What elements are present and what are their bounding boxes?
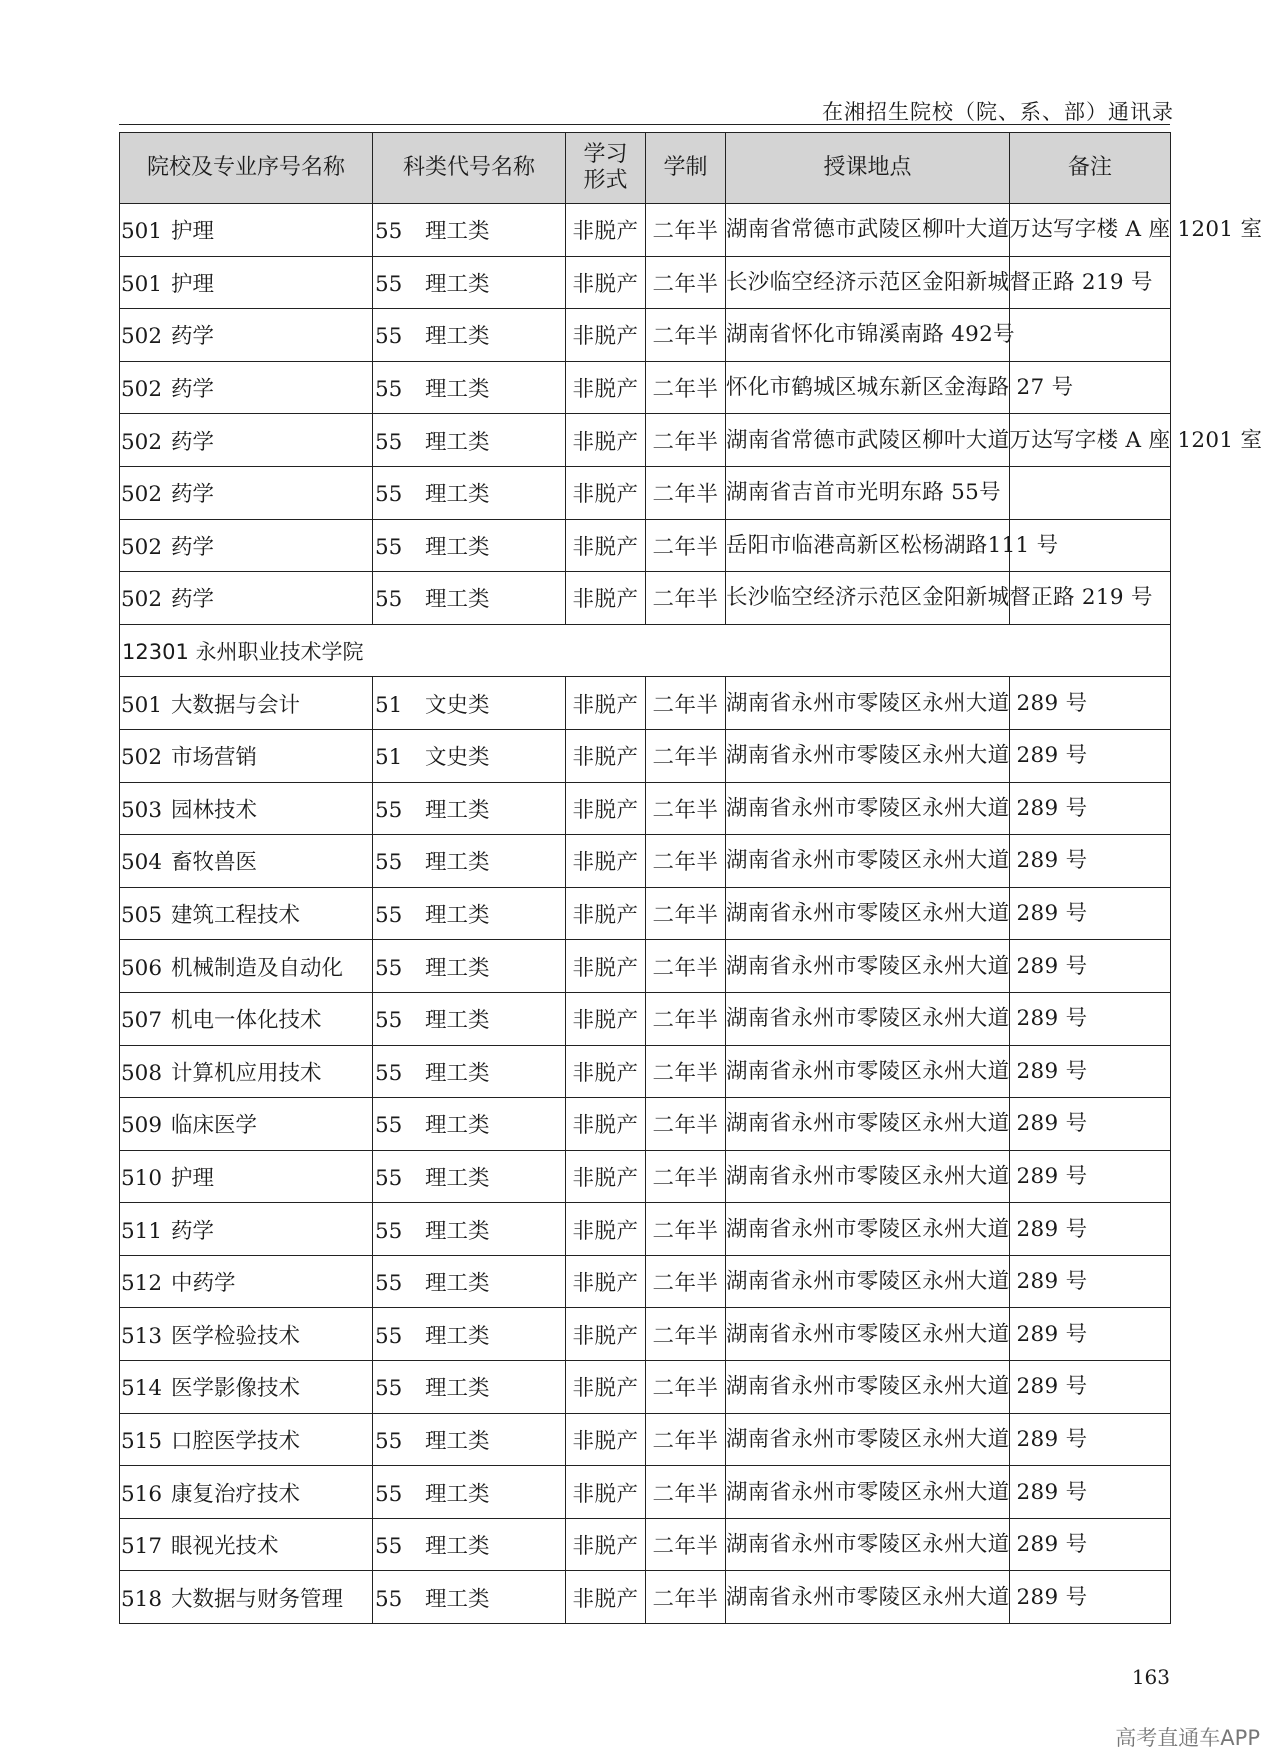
study-mode-cell: 非脱产 <box>566 782 646 835</box>
category-cell <box>373 1518 566 1571</box>
major-cell <box>120 887 373 940</box>
major-code: 502 <box>121 534 163 560</box>
category-cell <box>373 204 566 257</box>
major-cell <box>120 572 373 625</box>
admissions-table <box>119 132 1263 1624</box>
category-name: 理工类 <box>425 1586 490 1612</box>
category-name: 文史类 <box>425 745 490 771</box>
column-header-category: 科类代号名称 <box>373 133 566 204</box>
major-name: 护理 <box>171 219 215 245</box>
table-row <box>120 361 1171 414</box>
category-code: 55 <box>375 1113 403 1139</box>
major-name: 眼视光技术 <box>171 1534 279 1560</box>
major-name: 药学 <box>171 377 215 403</box>
study-mode-cell: 非脱产 <box>566 1255 646 1308</box>
duration-cell: 二年半 <box>646 466 726 519</box>
category-name: 理工类 <box>425 219 490 245</box>
note-cell <box>1010 466 1171 519</box>
major-cell <box>120 1361 373 1414</box>
category-cell <box>373 1308 566 1361</box>
location-cell: 湖南省永州市零陵区永州大道 289 号 <box>726 1098 1010 1151</box>
table-row <box>120 1518 1171 1571</box>
location-cell: 湖南省永州市零陵区永州大道 289 号 <box>726 677 1010 730</box>
major-code: 512 <box>121 1271 163 1297</box>
duration-cell: 二年半 <box>646 1571 726 1624</box>
major-cell <box>120 1203 373 1256</box>
category-code: 55 <box>375 271 403 297</box>
major-code: 502 <box>121 324 163 350</box>
major-name: 中药学 <box>171 1271 236 1297</box>
study-mode-header-text: 学习形式 <box>583 142 628 193</box>
duration-cell: 二年半 <box>646 782 726 835</box>
category-code: 55 <box>375 1060 403 1086</box>
table-row <box>120 1255 1171 1308</box>
category-name: 理工类 <box>425 1376 490 1402</box>
major-name: 药学 <box>171 324 215 350</box>
category-cell <box>373 1361 566 1414</box>
location-cell: 湖南省永州市零陵区永州大道 289 号 <box>726 1571 1010 1624</box>
duration-cell: 二年半 <box>646 309 726 362</box>
location-cell: 长沙临空经济示范区金阳新城督正路 219 号 <box>726 572 1010 625</box>
category-cell <box>373 466 566 519</box>
major-code: 502 <box>121 587 163 613</box>
major-cell <box>120 1098 373 1151</box>
category-code: 55 <box>375 219 403 245</box>
location-cell: 湖南省永州市零陵区永州大道 289 号 <box>726 887 1010 940</box>
category-cell <box>373 256 566 309</box>
category-name: 理工类 <box>425 482 490 508</box>
location-cell: 湖南省永州市零陵区永州大道 289 号 <box>726 940 1010 993</box>
major-code: 511 <box>121 1218 163 1244</box>
note-cell <box>1010 309 1171 362</box>
duration-cell: 二年半 <box>646 1203 726 1256</box>
location-cell: 湖南省永州市零陵区永州大道 289 号 <box>726 1308 1010 1361</box>
study-mode-cell: 非脱产 <box>566 1571 646 1624</box>
table-row <box>120 1466 1171 1519</box>
column-header-major: 院校及专业序号名称 <box>120 133 373 204</box>
location-cell: 湖南省怀化市锦溪南路 492号 <box>726 309 1010 362</box>
location-cell: 湖南省永州市零陵区永州大道 289 号 <box>726 782 1010 835</box>
study-mode-cell: 非脱产 <box>566 309 646 362</box>
study-mode-cell: 非脱产 <box>566 1466 646 1519</box>
category-code: 55 <box>375 534 403 560</box>
major-code: 514 <box>121 1376 163 1402</box>
major-code: 502 <box>121 482 163 508</box>
column-header-note: 备注 <box>1010 133 1171 204</box>
duration-cell: 二年半 <box>646 677 726 730</box>
study-mode-cell: 非脱产 <box>566 414 646 467</box>
category-cell <box>373 414 566 467</box>
category-code: 55 <box>375 1428 403 1454</box>
major-name: 药学 <box>171 534 215 560</box>
duration-cell: 二年半 <box>646 1150 726 1203</box>
location-cell: 怀化市鹤城区城东新区金海路 27 号 <box>726 361 1010 414</box>
category-cell <box>373 361 566 414</box>
study-mode-cell: 非脱产 <box>566 1413 646 1466</box>
category-code: 51 <box>375 692 403 718</box>
category-name: 理工类 <box>425 850 490 876</box>
study-mode-cell: 非脱产 <box>566 1203 646 1256</box>
table-row <box>120 1571 1171 1624</box>
major-cell <box>120 1466 373 1519</box>
category-cell <box>373 1466 566 1519</box>
major-name: 药学 <box>171 482 215 508</box>
major-cell <box>120 466 373 519</box>
major-cell <box>120 729 373 782</box>
category-code: 55 <box>375 955 403 981</box>
study-mode-cell: 非脱产 <box>566 887 646 940</box>
category-name: 理工类 <box>425 1060 490 1086</box>
duration-cell: 二年半 <box>646 1518 726 1571</box>
study-mode-cell: 非脱产 <box>566 677 646 730</box>
location-cell: 湖南省常德市武陵区柳叶大道万达写字楼 A 座 1201 室 <box>726 414 1010 467</box>
school-row <box>120 624 1171 677</box>
category-cell <box>373 1255 566 1308</box>
category-code: 55 <box>375 482 403 508</box>
major-code: 515 <box>121 1428 163 1454</box>
category-cell <box>373 1098 566 1151</box>
category-cell <box>373 992 566 1045</box>
duration-cell: 二年半 <box>646 1361 726 1414</box>
category-code: 55 <box>375 1586 403 1612</box>
category-code: 55 <box>375 1271 403 1297</box>
category-name: 理工类 <box>425 1428 490 1454</box>
category-cell <box>373 1413 566 1466</box>
category-cell <box>373 519 566 572</box>
category-code: 55 <box>375 377 403 403</box>
major-cell <box>120 1413 373 1466</box>
major-code: 505 <box>121 903 163 929</box>
category-name: 文史类 <box>425 692 490 718</box>
running-header: 在湘招生院校（院、系、部）通讯录 <box>822 100 1174 124</box>
category-name: 理工类 <box>425 1481 490 1507</box>
duration-cell: 二年半 <box>646 835 726 888</box>
duration-cell: 二年半 <box>646 1308 726 1361</box>
location-cell: 长沙临空经济示范区金阳新城督正路 219 号 <box>726 256 1010 309</box>
study-mode-cell: 非脱产 <box>566 1098 646 1151</box>
table-row <box>120 940 1171 993</box>
major-code: 506 <box>121 955 163 981</box>
category-code: 55 <box>375 429 403 455</box>
category-cell <box>373 309 566 362</box>
table-row <box>120 677 1171 730</box>
study-mode-cell: 非脱产 <box>566 1150 646 1203</box>
table-row <box>120 729 1171 782</box>
major-name: 畜牧兽医 <box>171 850 258 876</box>
major-name: 建筑工程技术 <box>171 903 301 929</box>
study-mode-cell: 非脱产 <box>566 729 646 782</box>
category-name: 理工类 <box>425 534 490 560</box>
major-name: 口腔医学技术 <box>171 1428 301 1454</box>
table-row <box>120 572 1171 625</box>
study-mode-cell: 非脱产 <box>566 572 646 625</box>
study-mode-cell: 非脱产 <box>566 940 646 993</box>
category-cell <box>373 782 566 835</box>
category-code: 55 <box>375 1534 403 1560</box>
location-cell: 湖南省永州市零陵区永州大道 289 号 <box>726 1045 1010 1098</box>
location-cell: 湖南省永州市零陵区永州大道 289 号 <box>726 729 1010 782</box>
major-name: 计算机应用技术 <box>171 1060 322 1086</box>
table-row <box>120 204 1171 257</box>
location-cell: 湖南省永州市零陵区永州大道 289 号 <box>726 835 1010 888</box>
column-header-duration: 学制 <box>646 133 726 204</box>
table-row <box>120 1150 1171 1203</box>
major-code: 501 <box>121 692 163 718</box>
major-cell <box>120 204 373 257</box>
page-number: 163 <box>1131 1665 1170 1689</box>
study-mode-cell: 非脱产 <box>566 835 646 888</box>
location-cell: 湖南省永州市零陵区永州大道 289 号 <box>726 1518 1010 1571</box>
duration-cell: 二年半 <box>646 1413 726 1466</box>
major-name: 护理 <box>171 271 215 297</box>
table-row <box>120 466 1171 519</box>
major-cell <box>120 782 373 835</box>
location-cell: 湖南省永州市零陵区永州大道 289 号 <box>726 1466 1010 1519</box>
table-row <box>120 887 1171 940</box>
major-code: 518 <box>121 1586 163 1612</box>
major-name: 医学检验技术 <box>171 1323 301 1349</box>
category-name: 理工类 <box>425 1218 490 1244</box>
duration-cell: 二年半 <box>646 361 726 414</box>
major-cell <box>120 256 373 309</box>
major-name: 药学 <box>171 429 215 455</box>
category-cell <box>373 835 566 888</box>
major-cell <box>120 1045 373 1098</box>
category-name: 理工类 <box>425 324 490 350</box>
location-cell: 湖南省永州市零陵区永州大道 289 号 <box>726 992 1010 1045</box>
major-name: 护理 <box>171 1165 215 1191</box>
category-cell <box>373 677 566 730</box>
location-cell: 湖南省常德市武陵区柳叶大道万达写字楼 A 座 1201 室 <box>726 204 1010 257</box>
category-cell <box>373 1571 566 1624</box>
category-cell <box>373 1203 566 1256</box>
duration-cell: 二年半 <box>646 1098 726 1151</box>
school-name: 12301 永州职业技术学院 <box>120 624 1171 677</box>
major-name: 市场营销 <box>171 745 258 771</box>
duration-cell: 二年半 <box>646 414 726 467</box>
duration-cell: 二年半 <box>646 519 726 572</box>
table-row <box>120 1045 1171 1098</box>
major-name: 机械制造及自动化 <box>171 955 344 981</box>
study-mode-cell: 非脱产 <box>566 204 646 257</box>
category-code: 55 <box>375 1008 403 1034</box>
major-code: 517 <box>121 1534 163 1560</box>
major-code: 516 <box>121 1481 163 1507</box>
major-cell <box>120 361 373 414</box>
major-cell <box>120 940 373 993</box>
category-name: 理工类 <box>425 955 490 981</box>
study-mode-cell: 非脱产 <box>566 992 646 1045</box>
major-cell <box>120 992 373 1045</box>
category-name: 理工类 <box>425 1165 490 1191</box>
major-name: 机电一体化技术 <box>171 1008 322 1034</box>
category-cell <box>373 1150 566 1203</box>
column-header-study-mode <box>566 133 646 204</box>
category-cell <box>373 887 566 940</box>
major-code: 502 <box>121 745 163 771</box>
category-name: 理工类 <box>425 271 490 297</box>
category-code: 55 <box>375 1218 403 1244</box>
table-row <box>120 1361 1171 1414</box>
major-name: 园林技术 <box>171 797 258 823</box>
study-mode-cell: 非脱产 <box>566 361 646 414</box>
duration-cell: 二年半 <box>646 729 726 782</box>
category-code: 55 <box>375 850 403 876</box>
study-mode-cell: 非脱产 <box>566 1361 646 1414</box>
category-cell <box>373 940 566 993</box>
column-header-location: 授课地点 <box>726 133 1010 204</box>
duration-cell: 二年半 <box>646 1045 726 1098</box>
location-cell: 湖南省永州市零陵区永州大道 289 号 <box>726 1150 1010 1203</box>
major-code: 508 <box>121 1060 163 1086</box>
major-code: 501 <box>121 219 163 245</box>
table-row <box>120 1413 1171 1466</box>
location-cell: 岳阳市临港高新区松杨湖路111 号 <box>726 519 1010 572</box>
category-code: 55 <box>375 903 403 929</box>
category-code: 55 <box>375 1481 403 1507</box>
table-row <box>120 1308 1171 1361</box>
major-cell <box>120 519 373 572</box>
category-cell <box>373 572 566 625</box>
category-name: 理工类 <box>425 429 490 455</box>
category-name: 理工类 <box>425 377 490 403</box>
major-cell <box>120 1308 373 1361</box>
category-name: 理工类 <box>425 1271 490 1297</box>
major-code: 503 <box>121 797 163 823</box>
category-code: 55 <box>375 324 403 350</box>
table-body <box>120 204 1263 1624</box>
major-name: 康复治疗技术 <box>171 1481 301 1507</box>
category-name: 理工类 <box>425 1113 490 1139</box>
category-code: 55 <box>375 1376 403 1402</box>
category-cell <box>373 1045 566 1098</box>
location-cell: 湖南省永州市零陵区永州大道 289 号 <box>726 1361 1010 1414</box>
category-name: 理工类 <box>425 1534 490 1560</box>
table-header-row <box>120 133 1171 204</box>
duration-cell: 二年半 <box>646 940 726 993</box>
location-cell: 湖南省吉首市光明东路 55号 <box>726 466 1010 519</box>
major-name: 临床医学 <box>171 1113 258 1139</box>
study-mode-cell: 非脱产 <box>566 1518 646 1571</box>
location-cell: 湖南省永州市零陵区永州大道 289 号 <box>726 1255 1010 1308</box>
category-name: 理工类 <box>425 797 490 823</box>
duration-cell: 二年半 <box>646 572 726 625</box>
major-code: 502 <box>121 429 163 455</box>
category-code: 51 <box>375 745 403 771</box>
category-cell <box>373 729 566 782</box>
major-code: 502 <box>121 377 163 403</box>
duration-cell: 二年半 <box>646 1466 726 1519</box>
location-cell: 湖南省永州市零陵区永州大道 289 号 <box>726 1203 1010 1256</box>
category-code: 55 <box>375 1323 403 1349</box>
major-code: 501 <box>121 271 163 297</box>
study-mode-cell: 非脱产 <box>566 1045 646 1098</box>
watermark: 高考直通车APP <box>1115 1726 1260 1750</box>
major-name: 药学 <box>171 1218 215 1244</box>
major-code: 510 <box>121 1165 163 1191</box>
major-cell <box>120 414 373 467</box>
study-mode-cell: 非脱产 <box>566 466 646 519</box>
major-cell <box>120 309 373 362</box>
major-name: 医学影像技术 <box>171 1376 301 1402</box>
category-name: 理工类 <box>425 1323 490 1349</box>
table-row <box>120 992 1171 1045</box>
category-code: 55 <box>375 587 403 613</box>
major-cell <box>120 1518 373 1571</box>
major-cell <box>120 1150 373 1203</box>
major-code: 504 <box>121 850 163 876</box>
study-mode-cell: 非脱产 <box>566 519 646 572</box>
major-name: 大数据与会计 <box>171 692 301 718</box>
header-rule <box>119 124 1170 125</box>
major-code: 507 <box>121 1008 163 1034</box>
category-name: 理工类 <box>425 587 490 613</box>
category-name: 理工类 <box>425 903 490 929</box>
duration-cell: 二年半 <box>646 256 726 309</box>
table-row <box>120 1098 1171 1151</box>
major-code: 513 <box>121 1323 163 1349</box>
duration-cell: 二年半 <box>646 204 726 257</box>
category-code: 55 <box>375 1165 403 1191</box>
study-mode-cell: 非脱产 <box>566 256 646 309</box>
major-name: 大数据与财务管理 <box>171 1586 344 1612</box>
location-cell: 湖南省永州市零陵区永州大道 289 号 <box>726 1413 1010 1466</box>
table-row <box>120 782 1171 835</box>
category-name: 理工类 <box>425 1008 490 1034</box>
table-row <box>120 835 1171 888</box>
major-code: 509 <box>121 1113 163 1139</box>
duration-cell: 二年半 <box>646 992 726 1045</box>
duration-cell: 二年半 <box>646 887 726 940</box>
study-mode-cell: 非脱产 <box>566 1308 646 1361</box>
category-code: 55 <box>375 797 403 823</box>
table-row <box>120 414 1171 467</box>
table-row <box>120 519 1171 572</box>
major-cell <box>120 835 373 888</box>
major-cell <box>120 1571 373 1624</box>
duration-cell: 二年半 <box>646 1255 726 1308</box>
table-row <box>120 1203 1171 1256</box>
major-name: 药学 <box>171 587 215 613</box>
major-cell <box>120 1255 373 1308</box>
table-row <box>120 256 1171 309</box>
major-cell <box>120 677 373 730</box>
table-row <box>120 309 1171 362</box>
